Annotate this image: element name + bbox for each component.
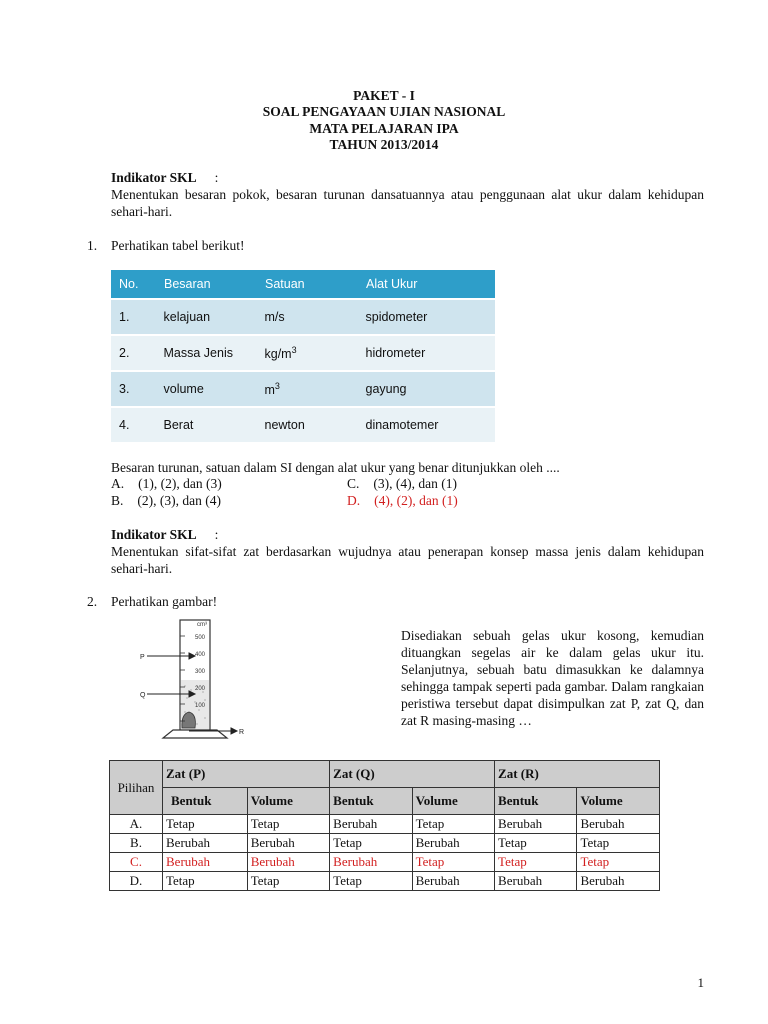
option-c: C. (3), (4), dan (1) bbox=[347, 476, 457, 491]
indicator-text-2: Menentukan sifat-sifat zat berdasarkan wujudnya atau penerapan konsep massa jenis dalam kehidupan sehari-hari. bbox=[111, 544, 704, 576]
table-cell: Massa Jenis bbox=[156, 335, 257, 371]
table-cell: kelajuan bbox=[156, 299, 257, 335]
unit-label: cm³ bbox=[197, 622, 207, 628]
table-cell: spidometer bbox=[358, 299, 495, 335]
scale-label: 500 bbox=[195, 635, 206, 641]
table-cell: dinamotemer bbox=[358, 407, 495, 442]
label-r: R bbox=[239, 729, 245, 736]
table-cell: Tetap bbox=[412, 853, 494, 872]
table-cell: Tetap bbox=[330, 872, 412, 891]
table-cell: C. bbox=[110, 853, 163, 872]
table-header: Satuan bbox=[257, 270, 358, 299]
table-cell: 1. bbox=[111, 299, 156, 335]
table-cell: volume bbox=[156, 371, 257, 407]
question-number-2: 2. bbox=[87, 594, 98, 609]
question-prompt-2: Perhatikan gambar! bbox=[111, 594, 218, 609]
scale-label: 300 bbox=[195, 669, 206, 675]
table-cell: Tetap bbox=[412, 815, 494, 834]
table-header: No. bbox=[111, 270, 156, 299]
table-cell: $kg/m^3$ bbox=[257, 335, 358, 371]
figure-description: Disediakan sebuah gelas ukur kosong, kemudian dituangkan segelas air ke dalam gelas ukur itu. Selanjutnya, sebuah batu dimasukkan ke dalamnya sehingga tampak seperti pada gambar. Dalam rangkaian peristiwa tersebut dapat disimpulkan zat P, zat Q, dan zat R masing-masing … bbox=[401, 628, 704, 728]
sub-header: Volume bbox=[247, 788, 329, 815]
table-row bbox=[110, 815, 660, 834]
table-cell: hidrometer bbox=[358, 335, 495, 371]
table-cell: Berubah bbox=[495, 872, 577, 891]
label-q: Q bbox=[140, 692, 146, 699]
table-cell: Tetap bbox=[330, 834, 412, 853]
group-header-r: Zat (R) bbox=[495, 761, 660, 788]
table-cell: Tetap bbox=[495, 834, 577, 853]
table-cell: Berubah bbox=[247, 853, 329, 872]
sub-header: Volume bbox=[577, 788, 660, 815]
page-number: 1 bbox=[697, 975, 704, 990]
table-row bbox=[111, 299, 495, 335]
table-header: Besaran bbox=[156, 270, 257, 299]
table-cell: newton bbox=[257, 407, 358, 442]
year-title: TAHUN 2013/2014 bbox=[329, 137, 439, 152]
table-cell: Berubah bbox=[577, 815, 660, 834]
quantities-table bbox=[111, 270, 495, 442]
option-a: A. (1), (2), dan (3) bbox=[111, 476, 222, 491]
states-table bbox=[109, 760, 660, 891]
table-cell: 4. bbox=[111, 407, 156, 442]
group-header-q: Zat (Q) bbox=[330, 761, 495, 788]
pilihan-header: Pilihan bbox=[110, 761, 163, 815]
table-cell: A. bbox=[110, 815, 163, 834]
table-row bbox=[111, 371, 495, 407]
option-d-correct: D. (4), (2), dan (1) bbox=[347, 493, 458, 508]
table-cell: Berat bbox=[156, 407, 257, 442]
table-cell: Tetap bbox=[163, 872, 248, 891]
subject-title: MATA PELAJARAN IPA bbox=[309, 121, 459, 136]
table-row bbox=[111, 407, 495, 442]
table-row bbox=[110, 834, 660, 853]
table-cell: Tetap bbox=[247, 815, 329, 834]
indicator-label-1: Indikator SKL : bbox=[111, 170, 219, 185]
sub-header: Bentuk bbox=[495, 788, 577, 815]
table-row bbox=[110, 872, 660, 891]
sub-header: Bentuk bbox=[163, 788, 248, 815]
question-prompt-1: Perhatikan tabel berikut! bbox=[111, 238, 245, 253]
table-cell: Berubah bbox=[163, 853, 248, 872]
table-cell: Berubah bbox=[330, 815, 412, 834]
table-cell: Berubah bbox=[330, 853, 412, 872]
scale-label: 100 bbox=[195, 703, 206, 709]
indicator-label-2: Indikator SKL : bbox=[111, 527, 219, 542]
exam-title: SOAL PENGAYAAN UJIAN NASIONAL bbox=[262, 104, 506, 119]
table-row-correct bbox=[110, 853, 660, 872]
label-p: P bbox=[140, 654, 145, 661]
table-cell: Berubah bbox=[163, 834, 248, 853]
table-cell: Berubah bbox=[412, 872, 494, 891]
question-text-1: Besaran turunan, satuan dalam SI dengan alat ukur yang benar ditunjukkan oleh .... bbox=[111, 460, 560, 475]
table-cell: Tetap bbox=[247, 872, 329, 891]
scale-label: 200 bbox=[195, 686, 206, 692]
table-cell: Berubah bbox=[247, 834, 329, 853]
table-cell: 2. bbox=[111, 335, 156, 371]
table-cell: gayung bbox=[358, 371, 495, 407]
table-cell: Tetap bbox=[495, 853, 577, 872]
sub-header: Bentuk bbox=[330, 788, 412, 815]
table-row bbox=[111, 335, 495, 371]
measuring-cylinder-figure bbox=[135, 616, 255, 746]
indicator-text-1: Menentukan besaran pokok, besaran turunan dansatuannya atau penggunaan alat ukur dalam kehidupan sehari-hari. bbox=[111, 187, 704, 219]
table-cell: B. bbox=[110, 834, 163, 853]
table-cell: 3. bbox=[111, 371, 156, 407]
table-cell: $m^3$ bbox=[257, 371, 358, 407]
table-cell: Tetap bbox=[577, 853, 660, 872]
paket-title: PAKET - I bbox=[353, 88, 415, 103]
scale-label: 400 bbox=[195, 652, 206, 658]
sub-header: Volume bbox=[412, 788, 494, 815]
table-cell: Berubah bbox=[577, 872, 660, 891]
table-cell: D. bbox=[110, 872, 163, 891]
table-cell: Tetap bbox=[163, 815, 248, 834]
question-number-1: 1. bbox=[87, 238, 98, 253]
table-header: Alat Ukur bbox=[358, 270, 495, 299]
option-b: B. (2), (3), dan (4) bbox=[111, 493, 221, 508]
table-cell: Tetap bbox=[577, 834, 660, 853]
table-cell: m/s bbox=[257, 299, 358, 335]
table-cell: Berubah bbox=[412, 834, 494, 853]
group-header-p: Zat (P) bbox=[163, 761, 330, 788]
table-cell: Berubah bbox=[495, 815, 577, 834]
